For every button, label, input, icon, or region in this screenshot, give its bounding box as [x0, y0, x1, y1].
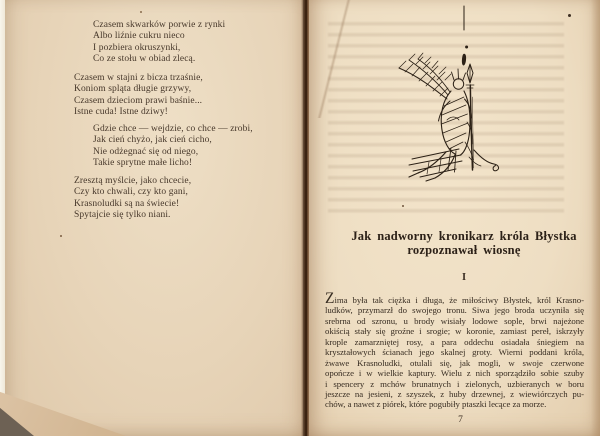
poem-stanza-4	[74, 176, 191, 222]
paper-speck	[140, 11, 142, 13]
prose-line: opończe i w wielkie kaptury. Wielu z nich sporządziło sobie szuby	[325, 368, 584, 379]
poem-line: Takie sprytne małe licho!	[93, 158, 193, 169]
poem-line: Krasnoludki są na świecie!	[74, 198, 180, 209]
prose-line-text: ima była tak ciężka i długa, że miłościwy Błystek, król Krasno-	[334, 295, 584, 305]
right-page	[309, 0, 600, 436]
poem-stanza-2	[74, 73, 203, 119]
chapter-title	[334, 230, 594, 257]
poem-line: Czy kto chwali, czy kto gani,	[74, 187, 188, 198]
prose-lines	[325, 305, 584, 409]
poem-line: Gdzie chce — wejdzie, co chce — zrobi,	[93, 124, 253, 134]
page-edge	[591, 0, 600, 436]
poem-line: Czasem skwarków porwie z rynki	[93, 20, 226, 30]
poem-line: Spytajcie się tylko niani.	[74, 210, 171, 221]
page-number: 7	[458, 415, 463, 425]
poem-line: Albo liźnie cukru nieco	[93, 31, 185, 42]
paper-speck	[402, 205, 404, 207]
prose-line: chów, a nawet z piórek, które pogubiły ptaszki lecące za morze.	[325, 399, 547, 410]
poem-line: Czasem dzieciom prawi baśnie...	[74, 95, 203, 106]
prose-line: ludków, przymarzł do swojego tronu. Siwa jego broda uczyniła się	[325, 305, 584, 316]
poem-stanza-1	[93, 20, 225, 66]
prose-line: i spencery z mchów brunatnych i zielonych, uzbieranych w boru	[325, 378, 584, 389]
poem-line: Zresztą myślcie, jako chcecie,	[74, 176, 192, 186]
drop-cap: Z	[325, 290, 335, 307]
chapter-title-line1: Jak nadworny kronikarz króla Błystka	[351, 229, 577, 243]
paper-speck	[568, 14, 571, 17]
poem-line: Jak cień chyżo, jak cień cicho,	[93, 135, 212, 146]
prose-line: srebrna od szronu, u brody wisiały lodowe sople, brwi najeżone	[325, 315, 584, 326]
paper-speck	[60, 235, 62, 237]
page-crease	[311, 0, 357, 118]
poem-line: I pozbiera okruszynki,	[93, 42, 181, 53]
prose-line: żwawe Krasnoludki, otulali się, jak mogli, w swoje czerwone	[325, 357, 584, 368]
poem-line: Istne cuda! Istne dziwy!	[74, 107, 168, 118]
poem-line: Co ze stołu w obiad zlecą.	[93, 54, 196, 65]
prose-line: jeszcze na jesieni, z szyszek, z huby drzewnej, z wiewiórczych pu-	[325, 388, 584, 399]
left-page	[5, 0, 303, 436]
prose-line: okiścią stały się groźne i srogie; w koronie, zamiast pereł, iskrzyły	[325, 326, 584, 337]
chapter-text	[325, 290, 584, 410]
section-numeral: I	[461, 272, 467, 283]
ink-illustration-gnome-king	[385, 2, 525, 184]
prose-line: krople zamarzniętej rosy, a para oddechu osiadała śniegiem na	[325, 336, 584, 347]
prose-line: kryształowych ścianach jego skalnej groty. Wierni poddani króla,	[325, 347, 584, 358]
prose-line	[325, 290, 584, 307]
chapter-title-line2: rozpoznawał wiosnę	[407, 242, 521, 257]
poem-line: Koniom spląta długie grzywy,	[74, 84, 192, 95]
poem-stanza-3	[93, 124, 253, 170]
poem-line: Czasem w stajni z bicza trzaśnie,	[74, 73, 203, 83]
poem-line: Nie odżegnać się od niego,	[93, 146, 199, 157]
